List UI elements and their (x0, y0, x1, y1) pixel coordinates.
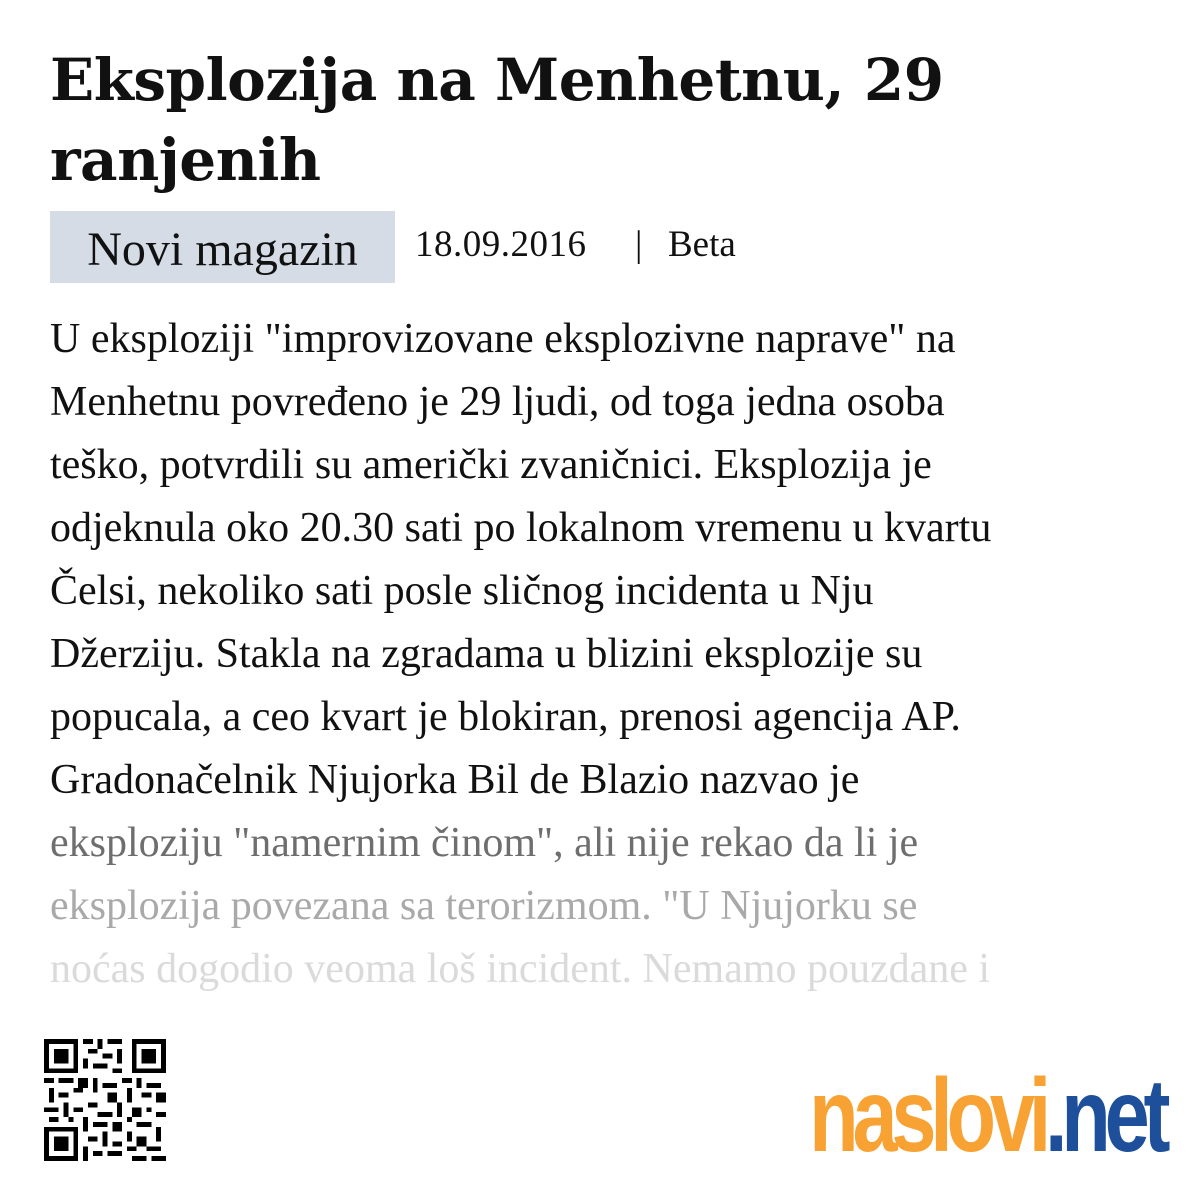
article-body (50, 308, 1170, 1001)
body-line-faded: eksploziju "namernim činom", ali nije rekao da li je (50, 820, 919, 866)
body-line: U eksploziji "improvizovane eksplozivne naprave" na (50, 316, 956, 362)
article-title: Eksplozija na Menhetnu, 29 ranjenih (50, 46, 944, 194)
body-line: Čelsi, nekoliko sati posle sličnog incidenta u Nju (50, 568, 874, 614)
body-line: Džerziju. Stakla na zgradama u blizini eksplozije su (50, 631, 923, 677)
logo-part-naslovi: naslovi (808, 1058, 1045, 1174)
body-line-faded: noćas dogodio veoma loš incident. Nemamo pouzdane i (50, 946, 991, 992)
qr-code-icon[interactable] (44, 1036, 166, 1164)
body-line: Menhetnu povređeno je 29 ljudi, od toga jedna osoba (50, 379, 945, 425)
article-date: 18.09.2016 (415, 224, 587, 265)
body-line: odjeknula oko 20.30 sati po lokalnom vremenu u kvartu (50, 505, 992, 551)
body-line-faded: eksplozija povezana sa terorizmom. "U Njujorku se (50, 883, 918, 929)
logo-part-net: .net (1044, 1058, 1164, 1174)
source-badge[interactable]: Novi magazin (50, 211, 395, 283)
meta-separator: | (635, 224, 643, 265)
body-line: teško, potvrdili su američki zvaničnici. Eksplozija je (50, 442, 932, 488)
body-line: popucala, a ceo kvart je blokiran, prenosi agencija AP. (50, 694, 961, 740)
article-agency: Beta (668, 224, 736, 265)
naslovi-logo[interactable] (808, 1058, 1164, 1174)
article-meta (50, 211, 1160, 283)
body-line: Gradonačelnik Njujorka Bil de Blazio nazvao je (50, 757, 860, 803)
